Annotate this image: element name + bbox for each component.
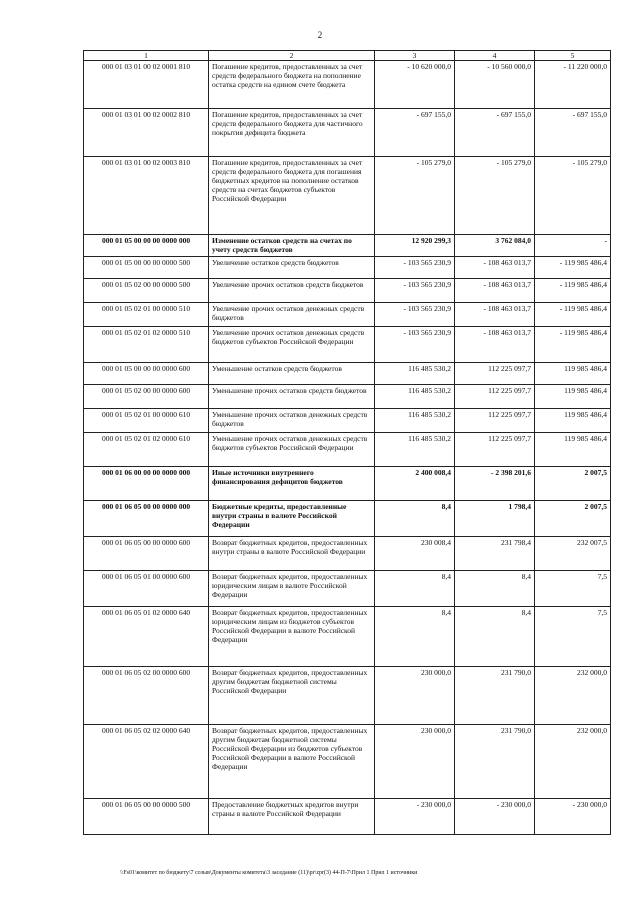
amount-cell	[455, 279, 535, 303]
budget-code-cell: 000 01 06 05 02 02 0000 640	[84, 725, 209, 799]
source-name-cell: Увеличение остатков средств бюджетов	[209, 257, 375, 279]
amount-cell	[375, 385, 455, 409]
amount-cell	[375, 537, 455, 571]
amount-cell	[535, 725, 611, 799]
amount-value: - 230 000,0	[416, 800, 451, 809]
table-row	[84, 537, 611, 571]
source-name-cell: Возврат бюджетных кредитов, предоставленных другим бюджетам бюджетной системы Российской Федерации из бюджетов субъектов Российской Федерации в валюте Российской Федерации	[209, 725, 375, 799]
column-number-cell: 4	[455, 51, 535, 61]
amount-cell	[375, 109, 455, 157]
source-name-cell: Возврат бюджетных кредитов, предоставленных другим бюджетам бюджетной системы Российской Федерации	[209, 667, 375, 725]
amount-cell	[535, 409, 611, 433]
amount-cell	[375, 501, 455, 537]
source-name-cell: Уменьшение прочих остатков средств бюджетов	[209, 385, 375, 409]
amount-cell	[455, 385, 535, 409]
source-name-cell: Возврат бюджетных кредитов, предоставленных юридическим лицам в валюте Российской Федерации	[209, 571, 375, 607]
source-name-cell: Увеличение прочих остатков средств бюджетов	[209, 279, 375, 303]
budget-code-cell: 000 01 05 00 00 00 0000 500	[84, 257, 209, 279]
source-name-cell: Уменьшение остатков средств бюджетов	[209, 363, 375, 385]
table-row	[84, 607, 611, 667]
table-row	[84, 725, 611, 799]
amount-cell	[455, 433, 535, 467]
amount-cell	[535, 257, 611, 279]
amount-cell	[455, 667, 535, 725]
amount-value: - 105 279,0	[572, 158, 607, 167]
amount-value: - 230 000,0	[496, 800, 531, 809]
amount-value: - 108 463 013,7	[483, 280, 531, 289]
amount-value: 231 798,4	[501, 538, 531, 547]
amount-cell	[455, 61, 535, 109]
amount-value: 2 400 008,4	[415, 468, 451, 477]
table-row	[84, 279, 611, 303]
amount-value: 7,5	[597, 572, 607, 581]
amount-cell	[455, 363, 535, 385]
amount-cell	[375, 327, 455, 363]
table-row	[84, 61, 611, 109]
amount-cell	[375, 607, 455, 667]
amount-value: - 105 279,0	[496, 158, 531, 167]
amount-cell	[375, 667, 455, 725]
amount-cell	[375, 61, 455, 109]
amount-cell	[535, 607, 611, 667]
table-row	[84, 501, 611, 537]
amount-cell	[375, 571, 455, 607]
table-row	[84, 157, 611, 235]
source-name-cell: Изменение остатков средств на счетах по учету средств бюджетов	[209, 235, 375, 257]
amount-cell	[535, 61, 611, 109]
column-number-row	[84, 51, 611, 61]
table-row	[84, 409, 611, 433]
budget-code-cell: 000 01 06 05 00 00 0000 000	[84, 501, 209, 537]
amount-value: - 108 463 013,7	[483, 328, 531, 337]
budget-code-cell: 000 01 06 05 01 02 0000 640	[84, 607, 209, 667]
amount-cell	[455, 235, 535, 257]
budget-sources-table	[83, 50, 611, 835]
column-number-cell: 2	[209, 51, 375, 61]
budget-code-cell: 000 01 05 02 01 00 0000 610	[84, 409, 209, 433]
amount-cell	[535, 327, 611, 363]
amount-cell	[455, 725, 535, 799]
amount-cell	[535, 501, 611, 537]
budget-code-cell: 000 01 05 02 01 02 0000 510	[84, 327, 209, 363]
amount-value: 231 790,0	[501, 726, 531, 735]
amount-cell	[375, 799, 455, 835]
amount-value: - 2 398 201,6	[491, 468, 531, 477]
amount-cell	[375, 725, 455, 799]
amount-value: 8,4	[521, 608, 531, 617]
budget-code-cell: 000 01 03 01 00 02 0001 810	[84, 61, 209, 109]
table-row	[84, 303, 611, 327]
amount-cell	[455, 157, 535, 235]
amount-cell	[535, 279, 611, 303]
amount-cell	[455, 409, 535, 433]
amount-cell	[375, 467, 455, 501]
amount-value: - 108 463 013,7	[483, 304, 531, 313]
amount-value: 230 000,0	[421, 726, 451, 735]
amount-value: - 10 620 000,0	[407, 62, 451, 71]
amount-cell	[375, 363, 455, 385]
source-name-cell: Уменьшение прочих остатков денежных средств бюджетов субъектов Российской Федерации	[209, 433, 375, 467]
amount-value: 8,4	[441, 572, 451, 581]
amount-cell	[455, 327, 535, 363]
amount-cell	[535, 467, 611, 501]
amount-cell	[535, 433, 611, 467]
amount-cell	[455, 303, 535, 327]
amount-value: 7,5	[597, 608, 607, 617]
amount-cell	[535, 571, 611, 607]
budget-code-cell: 000 01 06 00 00 00 0000 000	[84, 467, 209, 501]
source-name-cell: Увеличение прочих остатков денежных средств бюджетов	[209, 303, 375, 327]
amount-value: 3 762 084,0	[495, 236, 531, 245]
amount-value: 116 485 530,2	[408, 364, 451, 373]
amount-value: - 119 985 486,4	[559, 258, 607, 267]
amount-value: 119 985 486,4	[564, 364, 607, 373]
amount-value: 232 000,0	[577, 726, 607, 735]
amount-value: - 697 155,0	[496, 110, 531, 119]
amount-cell	[535, 303, 611, 327]
amount-cell	[455, 571, 535, 607]
budget-code-cell: 000 01 05 00 00 00 0000 000	[84, 235, 209, 257]
budget-code-cell: 000 01 03 01 00 02 0002 810	[84, 109, 209, 157]
amount-value: - 230 000,0	[572, 800, 607, 809]
amount-cell	[535, 109, 611, 157]
amount-value: -	[604, 236, 607, 245]
budget-code-cell: 000 01 05 02 00 00 0000 500	[84, 279, 209, 303]
amount-value: 116 485 530,2	[408, 386, 451, 395]
source-name-cell: Погашение кредитов, предоставленных за счет средств федерального бюджета на пополнение остатка средств на едином счете бюджета	[209, 61, 375, 109]
amount-value: 230 000,0	[421, 668, 451, 677]
amount-value: 12 920 299,3	[411, 236, 451, 245]
amount-value: 1 798,4	[508, 502, 531, 511]
amount-value: - 697 155,0	[572, 110, 607, 119]
amount-cell	[535, 667, 611, 725]
budget-code-cell: 000 01 03 01 00 02 0003 810	[84, 157, 209, 235]
column-number-cell: 1	[84, 51, 209, 61]
amount-value: - 103 565 230,9	[403, 304, 451, 313]
amount-value: - 697 155,0	[416, 110, 451, 119]
amount-cell	[535, 799, 611, 835]
column-number-cell: 5	[535, 51, 611, 61]
table-row	[84, 385, 611, 409]
amount-value: 116 485 530,2	[408, 434, 451, 443]
table-row	[84, 109, 611, 157]
table-row	[84, 363, 611, 385]
amount-cell	[375, 303, 455, 327]
table-row	[84, 235, 611, 257]
table-row	[84, 433, 611, 467]
amount-cell	[455, 257, 535, 279]
amount-cell	[455, 607, 535, 667]
amount-value: 112 225 097,7	[488, 410, 531, 419]
source-name-cell: Уменьшение прочих остатков денежных средств бюджетов	[209, 409, 375, 433]
budget-code-cell: 000 01 06 05 00 00 0000 500	[84, 799, 209, 835]
source-name-cell: Погашение кредитов, предоставленных за счет средств федерального бюджета для частичного покрытия дефицита бюджета	[209, 109, 375, 157]
amount-value: 2 007,5	[584, 502, 607, 511]
amount-value: 119 985 486,4	[564, 434, 607, 443]
source-name-cell: Погашение кредитов, предоставленных за счет средств федерального бюджета для погашения бюджетных кредитов на пополнение остатков средств на счетах бюджетов субъектов Российской Федерации	[209, 157, 375, 235]
amount-cell	[455, 799, 535, 835]
table-row	[84, 467, 611, 501]
amount-cell	[455, 109, 535, 157]
amount-value: - 103 565 230,9	[403, 258, 451, 267]
amount-value: 112 225 097,7	[488, 386, 531, 395]
budget-code-cell: 000 01 05 02 01 02 0000 610	[84, 433, 209, 467]
table-row	[84, 327, 611, 363]
amount-value: 116 485 530,2	[408, 410, 451, 419]
amount-value: 232 007,5	[577, 538, 607, 547]
amount-value: 8,4	[441, 608, 451, 617]
budget-code-cell: 000 01 06 05 00 00 0000 600	[84, 537, 209, 571]
amount-cell	[375, 157, 455, 235]
amount-cell	[535, 363, 611, 385]
amount-cell	[375, 409, 455, 433]
source-name-cell: Иные источники внутреннего финансирования дефицитов бюджетов	[209, 467, 375, 501]
amount-value: - 103 565 230,9	[403, 328, 451, 337]
amount-cell	[375, 279, 455, 303]
budget-code-cell: 000 01 06 05 01 00 0000 600	[84, 571, 209, 607]
amount-cell	[535, 537, 611, 571]
amount-value: 119 985 486,4	[564, 410, 607, 419]
amount-cell	[455, 467, 535, 501]
source-name-cell: Увеличение прочих остатков денежных средств бюджетов субъектов Российской Федерации	[209, 327, 375, 363]
amount-value: - 119 985 486,4	[559, 280, 607, 289]
amount-cell	[535, 385, 611, 409]
budget-code-cell: 000 01 05 00 00 00 0000 600	[84, 363, 209, 385]
amount-cell	[375, 235, 455, 257]
amount-cell	[455, 501, 535, 537]
amount-value: 112 225 097,7	[488, 364, 531, 373]
source-name-cell: Возврат бюджетных кредитов, предоставленных юридическим лицам из бюджетов субъектов Российской Федерации в валюте Российской Федерации	[209, 607, 375, 667]
table-row	[84, 257, 611, 279]
budget-code-cell: 000 01 05 02 00 00 0000 600	[84, 385, 209, 409]
amount-value: 232 000,0	[577, 668, 607, 677]
amount-value: - 103 565 230,9	[403, 280, 451, 289]
amount-value: 8,4	[441, 502, 451, 511]
amount-value: 231 790,0	[501, 668, 531, 677]
amount-value: - 108 463 013,7	[483, 258, 531, 267]
budget-code-cell: 000 01 05 02 01 00 0000 510	[84, 303, 209, 327]
amount-cell	[455, 537, 535, 571]
amount-value: - 10 560 000,0	[487, 62, 531, 71]
source-name-cell: Бюджетные кредиты, предоставленные внутри страны в валюте Российской Федерации	[209, 501, 375, 537]
amount-value: 112 225 097,7	[488, 434, 531, 443]
amount-value: - 119 985 486,4	[559, 328, 607, 337]
amount-value: 230 008,4	[421, 538, 451, 547]
amount-value: - 119 985 486,4	[559, 304, 607, 313]
budget-code-cell: 000 01 06 05 02 00 0000 600	[84, 667, 209, 725]
amount-cell	[535, 157, 611, 235]
amount-cell	[375, 257, 455, 279]
amount-value: - 105 279,0	[416, 158, 451, 167]
column-number-cell: 3	[375, 51, 455, 61]
file-path-footer: \\Fs01\комитет по бюджету\7 созыв\Документы комитета\3 заседание (11)\pr\zpr(3) 44-П-7\Прил 1 Прил 1 источники	[120, 870, 418, 876]
amount-value: - 11 220 000,0	[563, 62, 607, 71]
table-row	[84, 799, 611, 835]
amount-value: 2 007,5	[584, 468, 607, 477]
amount-value: 119 985 486,4	[564, 386, 607, 395]
table-row	[84, 571, 611, 607]
amount-cell	[375, 433, 455, 467]
page-number: 2	[317, 30, 323, 40]
table-row	[84, 667, 611, 725]
source-name-cell: Предоставление бюджетных кредитов внутри страны в валюте Российской Федерации	[209, 799, 375, 835]
amount-value: 8,4	[521, 572, 531, 581]
amount-cell	[535, 235, 611, 257]
source-name-cell: Возврат бюджетных кредитов, предоставленных внутри страны в валюте Российской Федерации	[209, 537, 375, 571]
